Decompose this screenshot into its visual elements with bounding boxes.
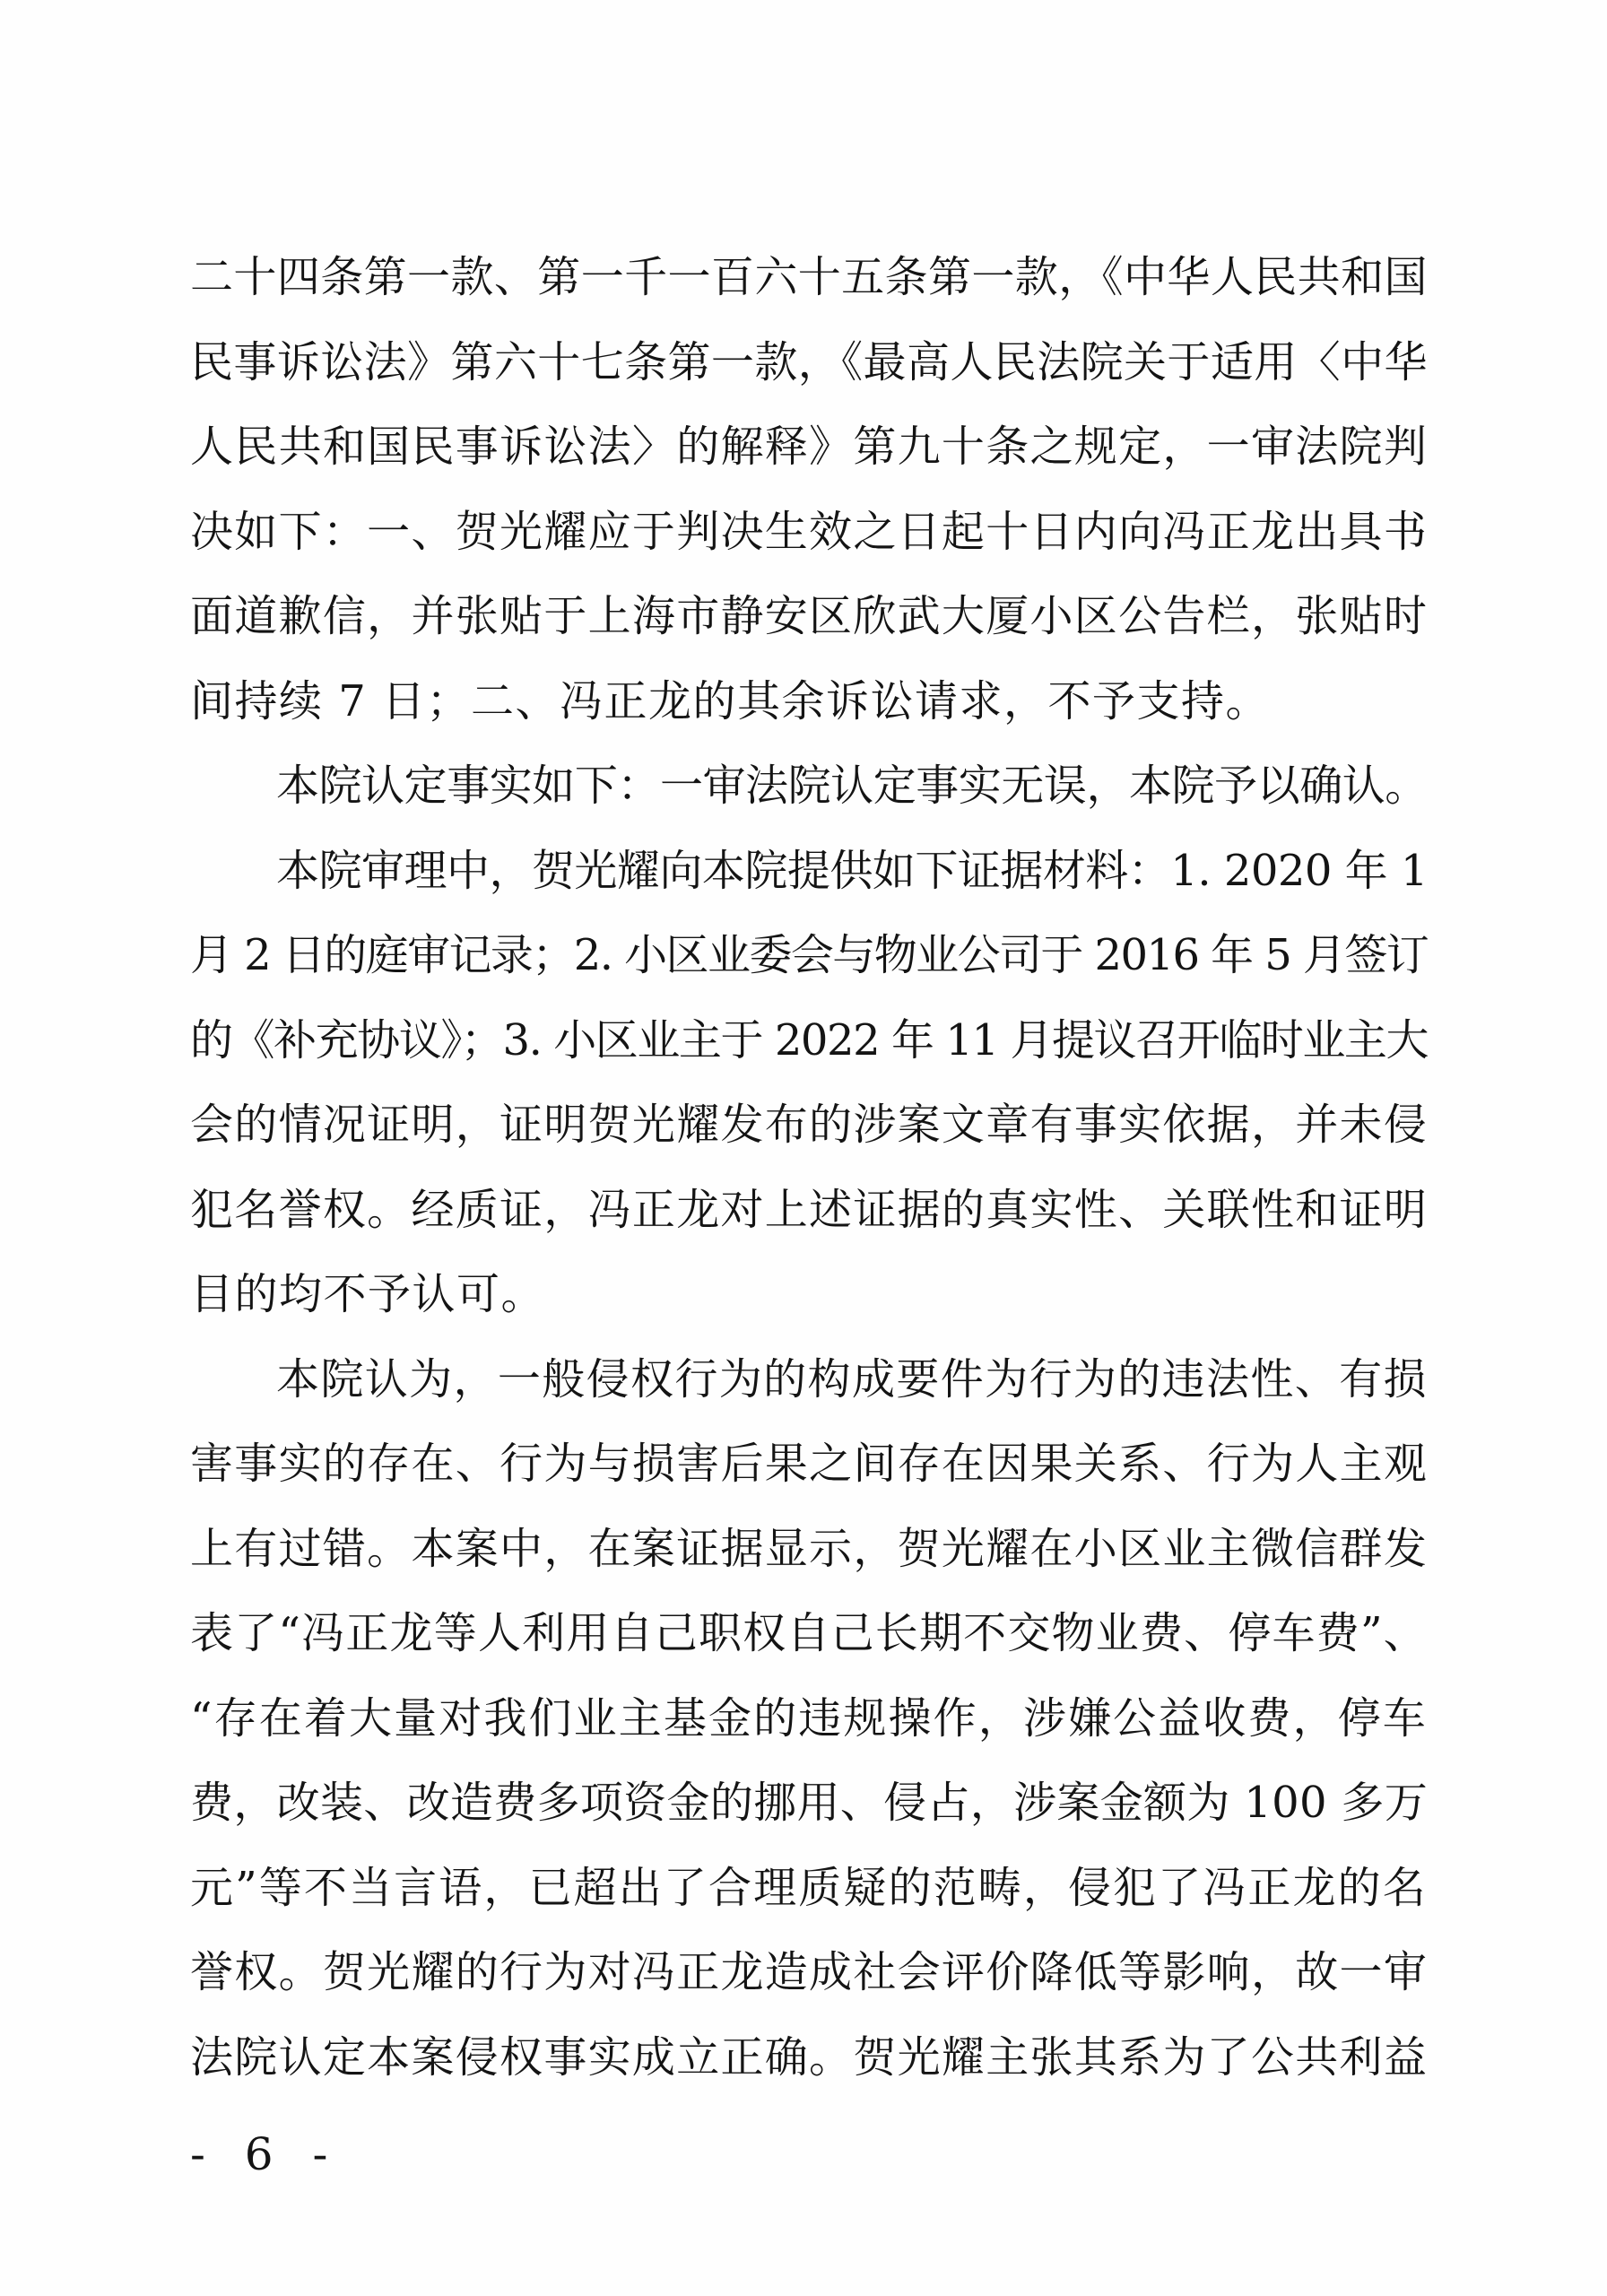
text-line: 面道歉信，并张贴于上海市静安区欣武大厦小区公告栏，张贴时 (190, 591, 1429, 641)
text-line: 犯名誉权。经质证，冯正龙对上述证据的真实性、关联性和证明 (190, 1184, 1429, 1235)
text-line: 费，改装、改造费多项资金的挪用、侵占，涉案金额为 100 多万 (190, 1778, 1429, 1828)
text-line: 本院认定事实如下：一审法院认定事实无误，本院予以确认。 (276, 761, 1428, 811)
text-line: 二十四条第一款、第一千一百六十五条第一款，《中华人民共和国 (190, 252, 1428, 302)
text-line: 本院审理中，贺光耀向本院提供如下证据材料：1. 2020 年 1 (276, 845, 1428, 896)
text-line: 民事诉讼法》第六十七条第一款，《最高人民法院关于适用〈中华 (190, 336, 1428, 387)
text-line: 誉权。贺光耀的行为对冯正龙造成社会评价降低等影响，故一审 (190, 1947, 1429, 1997)
text-line: 决如下：一、贺光耀应于判决生效之日起十日内向冯正龙出具书 (190, 506, 1429, 557)
text-line: 会的情况证明，证明贺光耀发布的涉案文章有事实依据，并未侵 (190, 1100, 1429, 1150)
text-line: 本院认为，一般侵权行为的构成要件为行为的违法性、有损 (276, 1353, 1428, 1405)
text-line: 间持续 7 日；二、冯正龙的其余诉讼请求，不予支持。 (190, 675, 1271, 726)
text-line: 表了“冯正龙等人利用自己职权自己长期不交物业费、停车费”、 (190, 1608, 1428, 1658)
page-number: - 6 - (190, 2128, 341, 2180)
body-text (190, 235, 1428, 2100)
text-line: 的《补充协议》；3. 小区业主于 2022 年 11 月提议召开临时业主大 (190, 1014, 1429, 1065)
text-line: 法院认定本案侵权事实成立正确。贺光耀主张其系为了公共利益 (190, 2031, 1429, 2083)
text-line: 月 2 日的庭审记录；2. 小区业委会与物业公司于 2016 年 5 月签订 (190, 930, 1429, 980)
text-line: 目的均不予认可。 (190, 1269, 546, 1319)
text-line: “存在着大量对我们业主基金的违规操作，涉嫌公益收费，停车 (190, 1692, 1428, 1744)
text-line: 上有过错。本案中，在案证据显示，贺光耀在小区业主微信群发 (190, 1523, 1429, 1574)
text-line: 元”等不当言语，已超出了合理质疑的范畴，侵犯了冯正龙的名 (190, 1862, 1428, 1913)
text-line: 害事实的存在、行为与损害后果之间存在因果关系、行为人主观 (190, 1439, 1429, 1489)
text-line: 人民共和国民事诉讼法〉的解释》第九十条之规定，一审法院判 (190, 422, 1429, 472)
